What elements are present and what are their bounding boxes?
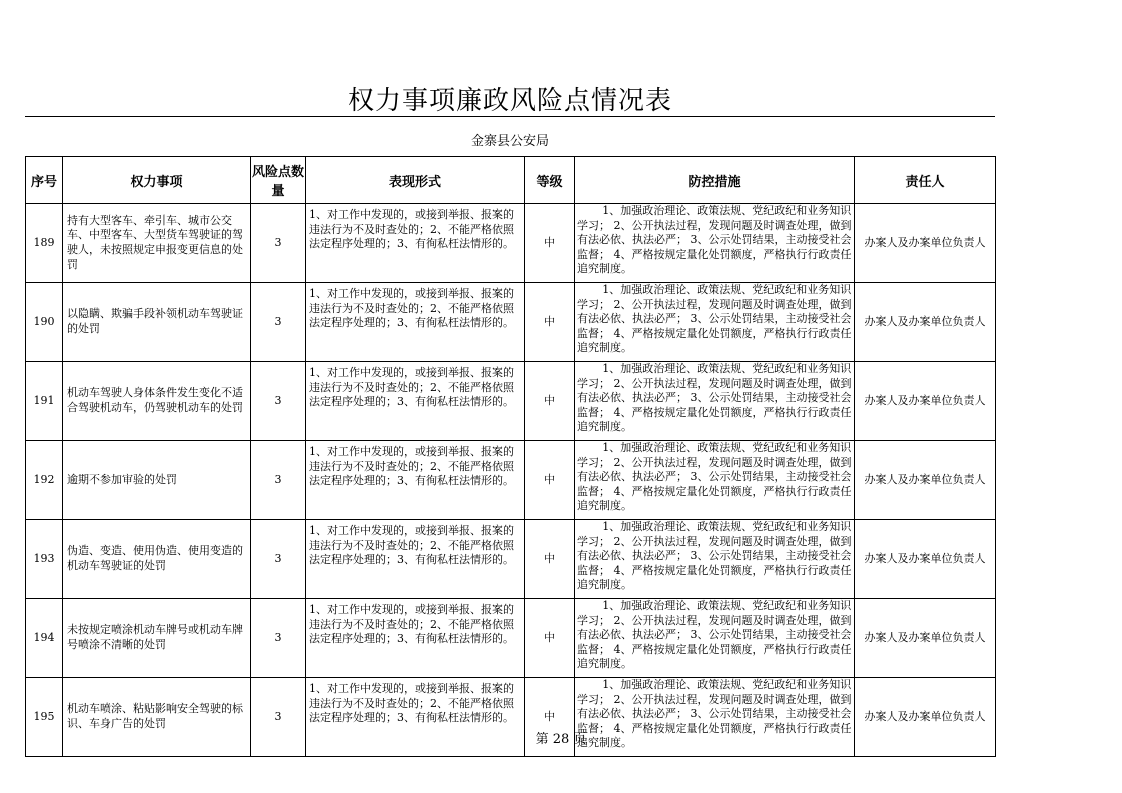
row-item: 以隐瞒、欺骗手段补领机动车驾驶证的处罚 [63,283,251,362]
row-count: 3 [251,520,306,599]
row-count: 3 [251,204,306,283]
row-measures [575,362,855,441]
row-no: 190 [26,283,63,362]
row-measures [575,520,855,599]
row-measures [575,441,855,520]
table-row [26,520,996,599]
row-measures-text: 1、加强政治理论、政策法规、党纪政纪和业务知识学习； 2、公开执法过程，发现问题及时调查处理，做到有法必依、执法必严； 3、公示处罚结果，主动接受社会监督； 4、严格按规定量化处罚额度，严格执行行政责任追究制度。 [577,441,852,513]
row-form: 1、对工作中发现的，或接到举报、报案的违法行为不及时查处的；2、不能严格依照法定程序处理的；3、有徇私枉法情形的。 [306,678,525,757]
row-count: 3 [251,599,306,678]
header-count: 风险点数量 [251,157,306,204]
row-item: 机动车喷涂、粘贴影响安全驾驶的标识、车身广告的处罚 [63,678,251,757]
row-responsible: 办案人及办案单位负责人 [855,283,996,362]
row-item: 持有大型客车、牵引车、城市公交车、中型客车、大型货车驾驶证的驾驶人，未按照规定申报变更信息的处罚 [63,204,251,283]
row-no: 192 [26,441,63,520]
table-header-row [26,157,996,204]
row-measures [575,599,855,678]
header-level: 等级 [525,157,575,204]
row-level: 中 [525,283,575,362]
table-row [26,599,996,678]
row-measures-text: 1、加强政治理论、政策法规、党纪政纪和业务知识学习； 2、公开执法过程，发现问题及时调查处理，做到有法必依、执法必严； 3、公示处罚结果，主动接受社会监督； 4、严格按规定量化处罚额度，严格执行行政责任追究制度。 [577,520,852,592]
row-level: 中 [525,362,575,441]
row-measures [575,283,855,362]
row-no: 193 [26,520,63,599]
row-level: 中 [525,441,575,520]
row-form: 1、对工作中发现的，或接到举报、报案的违法行为不及时查处的；2、不能严格依照法定程序处理的；3、有徇私枉法情形的。 [306,520,525,599]
row-measures [575,204,855,283]
page-number: 第 28 页 [535,732,587,747]
row-measures-text: 1、加强政治理论、政策法规、党纪政纪和业务知识学习； 2、公开执法过程，发现问题及时调查处理，做到有法必依、执法必严； 3、公示处罚结果，主动接受社会监督； 4、严格按规定量化处罚额度，严格执行行政责任追究制度。 [577,599,852,671]
row-form: 1、对工作中发现的，或接到举报、报案的违法行为不及时查处的；2、不能严格依照法定程序处理的；3、有徇私枉法情形的。 [306,599,525,678]
row-responsible: 办案人及办案单位负责人 [855,678,996,757]
table-row [26,441,996,520]
row-form: 1、对工作中发现的，或接到举报、报案的违法行为不及时查处的；2、不能严格依照法定程序处理的；3、有徇私枉法情形的。 [306,204,525,283]
row-measures-text: 1、加强政治理论、政策法规、党纪政纪和业务知识学习； 2、公开执法过程，发现问题及时调查处理，做到有法必依、执法必严； 3、公示处罚结果，主动接受社会监督； 4、严格按规定量化处罚额度，严格执行行政责任追究制度。 [577,362,852,434]
header-item: 权力事项 [63,157,251,204]
row-form: 1、对工作中发现的，或接到举报、报案的违法行为不及时查处的；2、不能严格依照法定程序处理的；3、有徇私枉法情形的。 [306,283,525,362]
row-measures-text: 1、加强政治理论、政策法规、党纪政纪和业务知识学习； 2、公开执法过程，发现问题及时调查处理，做到有法必依、执法必严； 3、公示处罚结果，主动接受社会监督； 4、严格按规定量化处罚额度，严格执行行政责任追究制度。 [577,283,852,355]
row-item: 伪造、变造、使用伪造、使用变造的机动车驾驶证的处罚 [63,520,251,599]
table-row [26,362,996,441]
row-level: 中 [525,520,575,599]
header-no: 序号 [26,157,63,204]
row-count: 3 [251,362,306,441]
row-responsible: 办案人及办案单位负责人 [855,441,996,520]
page-title: 权力事项廉政风险点情况表 [347,86,672,116]
row-no: 191 [26,362,63,441]
row-count: 3 [251,441,306,520]
organization-name: 金寨县公安局 [470,134,549,149]
row-form: 1、对工作中发现的，或接到举报、报案的违法行为不及时查处的；2、不能严格依照法定程序处理的；3、有徇私枉法情形的。 [306,362,525,441]
risk-table [25,156,996,757]
row-measures-text: 1、加强政治理论、政策法规、党纪政纪和业务知识学习； 2、公开执法过程，发现问题及时调查处理，做到有法必依、执法必严； 3、公示处罚结果，主动接受社会监督； 4、严格按规定量化处罚额度，严格执行行政责任追究制度。 [577,678,852,750]
row-count: 3 [251,283,306,362]
row-responsible: 办案人及办案单位负责人 [855,520,996,599]
header-form: 表现形式 [306,157,525,204]
row-level: 中 [525,599,575,678]
row-responsible: 办案人及办案单位负责人 [855,204,996,283]
row-item: 逾期不参加审验的处罚 [63,441,251,520]
row-count: 3 [251,678,306,757]
row-no: 189 [26,204,63,283]
header-responsible: 责任人 [855,157,996,204]
table-row [26,204,996,283]
row-item: 未按规定喷涂机动车牌号或机动车牌号喷涂不清晰的处罚 [63,599,251,678]
row-measures-text: 1、加强政治理论、政策法规、党纪政纪和业务知识学习； 2、公开执法过程，发现问题及时调查处理，做到有法必依、执法必严； 3、公示处罚结果，主动接受社会监督； 4、严格按规定量化处罚额度，严格执行行政责任追究制度。 [577,204,852,276]
row-no: 194 [26,599,63,678]
row-no: 195 [26,678,63,757]
row-responsible: 办案人及办案单位负责人 [855,362,996,441]
header-measures: 防控措施 [575,157,855,204]
row-level: 中 [525,204,575,283]
title-divider [25,116,995,117]
row-form: 1、对工作中发现的，或接到举报、报案的违法行为不及时查处的；2、不能严格依照法定程序处理的；3、有徇私枉法情形的。 [306,441,525,520]
row-level: 中 [525,678,575,757]
row-responsible: 办案人及办案单位负责人 [855,599,996,678]
table-row [26,283,996,362]
row-item: 机动车驾驶人身体条件发生变化不适合驾驶机动车，仍驾驶机动车的处罚 [63,362,251,441]
